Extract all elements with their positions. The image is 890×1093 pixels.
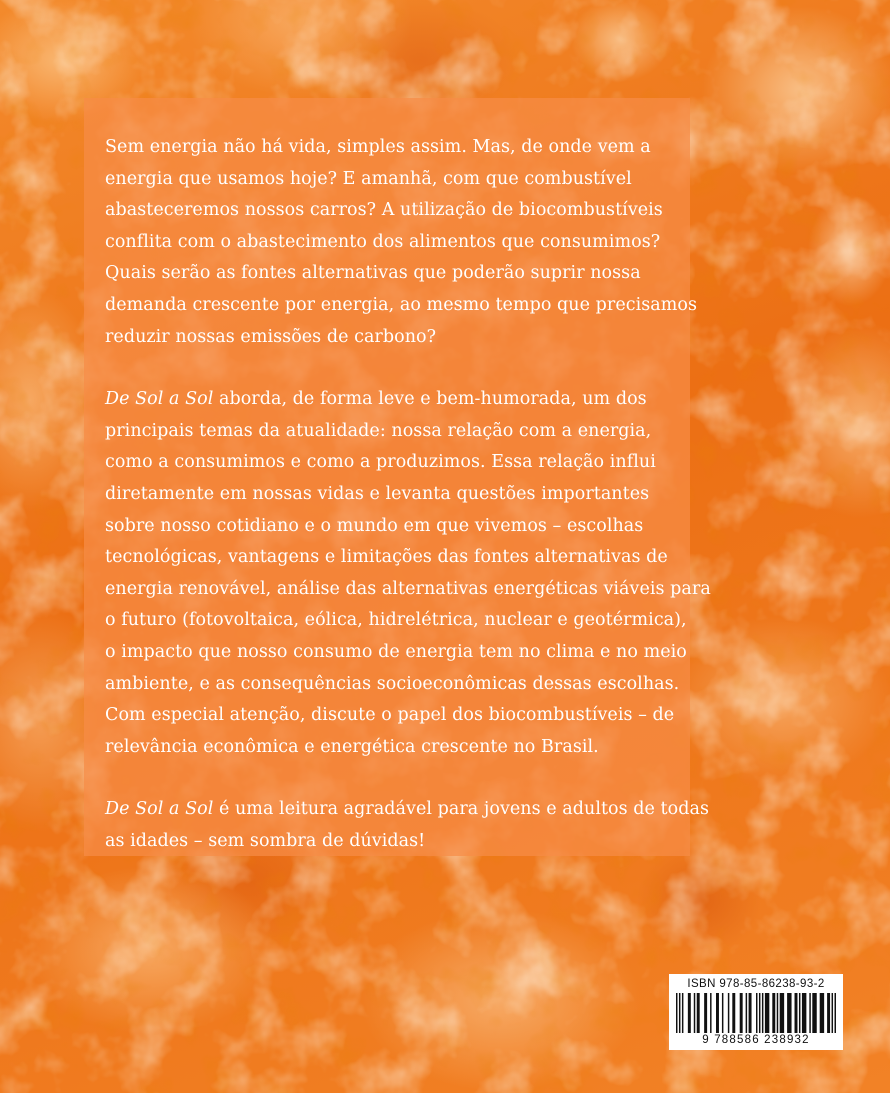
barcode-bar bbox=[835, 993, 836, 1033]
blurb-line-rest: é uma leitura agradável para jovens e adultos de todas bbox=[213, 799, 709, 820]
blurb-line: Sem energia não há vida, simples assim. Mas, de onde vem a bbox=[105, 137, 651, 157]
blurb-line: principais temas da atualidade: nossa relação com a energia, bbox=[105, 420, 652, 441]
blurb-line: conflita com o abastecimento dos alimentos que consumimos? bbox=[105, 231, 661, 252]
blurb-paragraph-1 bbox=[105, 132, 697, 353]
blurb-line: Quais serão as fontes alternativas que poderão suprir nossa bbox=[105, 263, 641, 284]
barcode-bar bbox=[777, 993, 778, 1033]
blurb-line-rest: aborda, de forma leve e bem-humorada, um dos bbox=[213, 389, 647, 410]
barcode-bar bbox=[722, 993, 723, 1033]
barcode-bar bbox=[762, 993, 763, 1033]
blurb-line: demanda crescente por energia, ao mesmo tempo que precisamos bbox=[105, 294, 697, 315]
book-title: De Sol a Sol bbox=[105, 799, 214, 820]
barcode-bar bbox=[795, 993, 798, 1033]
blurb-line: as idades – sem sombra de dúvidas! bbox=[105, 830, 426, 851]
blurb-paragraph-2 bbox=[105, 384, 711, 763]
blurb-paragraph-3 bbox=[105, 794, 709, 857]
blurb-line bbox=[105, 384, 668, 416]
barcode-bar bbox=[697, 993, 700, 1033]
barcode-bar bbox=[827, 993, 830, 1033]
barcode-bar bbox=[710, 993, 711, 1033]
barcode-bar bbox=[759, 993, 760, 1033]
barcode-bar bbox=[812, 993, 816, 1033]
blurb-line: reduzir nossas emissões de carbono? bbox=[105, 326, 437, 347]
barcode-bar bbox=[694, 993, 695, 1033]
barcode-bar bbox=[799, 993, 800, 1033]
blurb-line: relevância econômica e energética crescente no Brasil. bbox=[105, 736, 599, 757]
blurb-line bbox=[105, 794, 709, 826]
barcode-bar bbox=[802, 993, 806, 1033]
blurb-line: abasteceremos nossos carros? A utilização de biocombustíveis bbox=[105, 200, 663, 221]
blurb-line: sobre nosso cotidiano e o mundo em que vivemos – escolhas bbox=[105, 515, 644, 536]
blurb-panel bbox=[84, 98, 711, 856]
barcode-bar bbox=[716, 993, 719, 1033]
barcode-bar bbox=[765, 993, 769, 1033]
barcode-bar bbox=[749, 993, 752, 1033]
barcode-bar bbox=[809, 993, 810, 1033]
isbn-barcode bbox=[669, 974, 843, 1050]
barcode-bar bbox=[780, 993, 784, 1033]
barcode-bar bbox=[820, 993, 824, 1033]
barcode-bar bbox=[682, 993, 683, 1033]
barcode-bar bbox=[732, 993, 735, 1033]
barcode-bar bbox=[746, 993, 747, 1033]
blurb-line: como a consumimos e como a produzimos. Essa relação influi bbox=[105, 452, 656, 473]
blurb-line: o futuro (fotovoltaica, eólica, hidrelétrica, nuclear e geotérmica), bbox=[105, 610, 687, 631]
blurb-line: tecnológicas, vantagens e limitações das fontes alternativas de bbox=[105, 547, 668, 568]
blurb-line: energia renovável, análise das alternativas energéticas viáveis para bbox=[105, 578, 711, 599]
barcode-bar bbox=[832, 993, 833, 1033]
barcode-bar bbox=[704, 993, 707, 1033]
blurb-line: ambiente, e as consequências socioeconômicas dessas escolhas. bbox=[105, 673, 680, 694]
blurb-line: energia que usamos hoje? E amanhã, com que combustível bbox=[105, 168, 632, 189]
barcode-bar bbox=[676, 993, 677, 1033]
barcode-bar bbox=[679, 993, 680, 1033]
blurb-line: diretamente em nossas vidas e levanta questões importantes bbox=[105, 483, 650, 504]
barcode-digits: 9 788586 238932 bbox=[702, 1034, 810, 1046]
isbn-label: ISBN 978-85-86238-93-2 bbox=[687, 978, 825, 990]
barcode-bar bbox=[787, 993, 791, 1033]
blurb-line: Com especial atenção, discute o papel dos biocombustíveis – de bbox=[105, 705, 675, 726]
barcode-bar bbox=[728, 993, 729, 1033]
barcode-bar bbox=[772, 993, 775, 1033]
barcode-bar bbox=[688, 993, 691, 1033]
barcode-bar bbox=[740, 993, 743, 1033]
barcode-bars bbox=[673, 993, 839, 1033]
barcode-bar bbox=[756, 993, 757, 1033]
blurb-line: o impacto que nosso consumo de energia tem no clima e no meio bbox=[105, 641, 687, 662]
book-title: De Sol a Sol bbox=[105, 389, 214, 410]
